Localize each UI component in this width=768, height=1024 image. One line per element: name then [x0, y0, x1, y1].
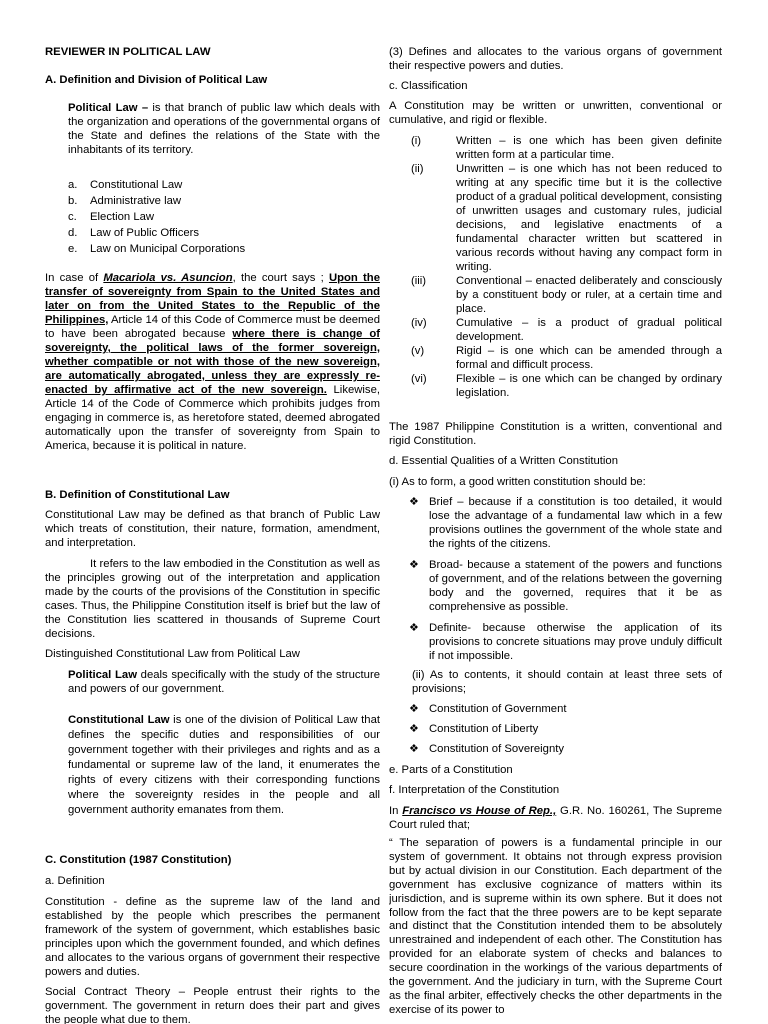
francisco-case-name: Francisco vs House of Rep., [402, 805, 557, 817]
division-marker: d. [68, 227, 78, 239]
essential-qualities-subheading: d. Essential Qualities of a Written Constitution [389, 455, 618, 467]
division-text: Law on Municipal Corporations [90, 243, 246, 255]
diamond-bullet-icon: ❖ [409, 622, 419, 634]
case-says: , the court says ; [232, 272, 329, 284]
diamond-bullet-icon: ❖ [409, 743, 419, 755]
distinguished-heading: Distinguished Constitutional Law from Political Law [45, 648, 300, 660]
interpretation-subheading: f. Interpretation of the Constitution [389, 784, 560, 796]
constitutional-law-term: Constitutional Law [68, 714, 170, 726]
kind-item [389, 344, 722, 372]
kind-item [389, 134, 722, 162]
kind-item [389, 162, 722, 274]
francisco-case-rest: G.R. No. 160261, The Supreme Court ruled that; [389, 805, 723, 831]
political-law-definition [68, 101, 380, 157]
kind-item [389, 316, 722, 344]
diamond-bullet-icon: ❖ [409, 703, 419, 715]
division-marker: e. [68, 243, 78, 255]
form-quality-item [389, 495, 722, 551]
division-item [45, 193, 380, 209]
content-provisions-list [389, 702, 722, 762]
political-law-divisions [45, 177, 380, 257]
classification-intro: A Constitution may be written or unwritten, conventional or cumulative, and rigid or flexible. [389, 100, 722, 126]
constitutional-law-refers: It refers to the law embodied in the Constitution as well as the principles growing out of the interpretation and application made by the courts of the provisions of the Constitution in specific cases. Thus, the Philippine Constitution itself is brief but the law of the Constitution lies scattered in thousands of Supreme Court decisions. [45, 558, 380, 640]
content-provision-text: Constitution of Government [429, 703, 567, 715]
classification-subheading: c. Classification [389, 80, 468, 92]
political-law-study-text: deals specifically with the study of the structure and powers of our government. [68, 669, 380, 695]
kind-marker: (i) [411, 135, 422, 147]
kind-text: Conventional – enacted deliberately and consciously by a constituent body or ruler, at a certain time and place. [456, 275, 722, 315]
kind-marker: (ii) [411, 163, 424, 175]
kind-marker: (v) [411, 345, 425, 357]
constitution-definition: Constitution - define as the supreme law of the land and established by the people which prescribes the permanent framework of the system of government, which establishes basic principles upon which the government founded, and which defines and allocates to the various organs of government their respective powers and duties. [45, 896, 380, 978]
constitutional-law-definition: Constitutional Law may be defined as that branch of Public Law which treats of constitution, their nature, formation, amendment, and interpretation. [45, 509, 380, 549]
kind-marker: (vi) [411, 373, 427, 385]
case-name: Macariola vs. Asuncion [103, 272, 233, 284]
document-title: REVIEWER IN POLITICAL LAW [45, 46, 211, 58]
division-item [45, 177, 380, 193]
francisco-case-intro [389, 804, 722, 832]
political-law-definition-text: is that branch of public law which deals with the organization and operations of the governmental organs of the State and defines the relations of the State with the inhabitants of its territory. [68, 102, 380, 156]
division-text: Administrative law [90, 195, 182, 207]
philippine-constitution-1987: The 1987 Philippine Constitution is a written, conventional and rigid Constitution. [389, 421, 722, 447]
kind-marker: (iv) [411, 317, 427, 329]
form-quality-item [389, 558, 722, 614]
kind-text: Cumulative – is a product of gradual political development. [456, 317, 722, 343]
social-contract-theory: Social Contract Theory – People entrust their rights to the government. The government in return does their part and gives the people what due to them. [45, 986, 380, 1024]
political-law-term-2: Political Law [68, 669, 137, 681]
division-text: Election Law [90, 211, 155, 223]
case-holding-1: Upon the transfer of sovereignty from Spain to the United States and later on from the United States to the Republic of the Philippines, [45, 272, 380, 326]
division-item [45, 241, 380, 257]
kind-text: Unwritten – is one which has not been reduced to writing at any specific time but it is the collective product of a gradual political development, consisting of unwritten usages and customary rules, judicial decisions, and legislative enactments of a fundamental character written but scattered in various records without having any compact form in writing. [456, 163, 722, 273]
division-text: Law of Public Officers [90, 227, 200, 239]
diamond-bullet-icon: ❖ [409, 723, 419, 735]
francisco-in: In [389, 805, 403, 817]
form-qualities-list [389, 495, 722, 670]
form-quality-item [389, 621, 722, 663]
as-to-contents-intro: (ii) As to contents, it should contain at least three sets of provisions; [412, 669, 722, 695]
definition-subheading: a. Definition [45, 875, 105, 887]
macariola-case-paragraph [45, 271, 380, 453]
case-intro: In case of [45, 272, 104, 284]
division-marker: a. [68, 179, 78, 191]
constitution-kinds-list [389, 134, 722, 400]
social-contract-clip [45, 985, 380, 1024]
separation-of-powers-quote-clip [389, 837, 722, 1024]
parts-subheading: e. Parts of a Constitution [389, 764, 513, 776]
section-a-heading: A. Definition and Division of Political Law [45, 74, 268, 86]
separation-of-powers-quote: “ The separation of powers is a fundamental principle in our system of government. It obtains not through express provision but by actual division in our Constitution. Each department of the government has exclusive cognizance of matters within its jurisdiction, and is supreme within its own sphere. But it does not follow from the fact that the three powers are to be kept separate and distinct that the Constitution intended them to be absolutely unrestrained and independent of each other. The Constitution has provided for an elaborate system of checks and balances to secure coordination in the workings of the various departments of the government. And the judiciary in turn, with the Supreme Court as the final arbiter, effectively checks the other departments in the exercise of its power to [389, 837, 722, 1016]
defines-allocates-paragraph: (3) Defines and allocates to the various organs of government their respective powers and duties. [389, 46, 722, 72]
form-quality-text: Broad- because a statement of the powers and functions of government, and of the relations between the governing body and the governed, requires that it be as comprehensive as possible. [429, 559, 722, 613]
political-law-term: Political Law – [68, 102, 149, 114]
diamond-bullet-icon: ❖ [409, 496, 419, 508]
content-provision-item [389, 742, 722, 762]
constitutional-law-division [68, 713, 380, 818]
kind-item [389, 372, 722, 400]
kind-item [389, 274, 722, 316]
division-marker: b. [68, 195, 78, 207]
form-quality-text: Brief – because if a constitution is too detailed, it would lose the advantage of a fundamental law which in a few provisions outlines the government of the whole state and the rights of the citizens. [429, 496, 722, 550]
section-b-heading: B. Definition of Constitutional Law [45, 489, 230, 501]
kind-text: Rigid – is one which can be amended through a formal and difficult process. [456, 345, 722, 371]
constitutional-law-division-text: is one of the division of Political Law that defines the specific duties and responsibilities of our government together with their privileges and rights and as a fundamental or supreme law of the land, it enumerates the rights of every citizens with their corresponding functions where the sovereignty resides in the people and all government authority emanates from them. [68, 714, 380, 816]
content-provision-text: Constitution of Sovereignty [429, 743, 565, 755]
case-middle: Article 14 of this Code of Commerce must be deemed to have been abrogated because [45, 314, 380, 340]
case-end: Likewise, Article 14 of the Code of Commerce which prohibits judges from engaging in commerce is, as heretofore stated, deemed abrogated automatically upon the transfer of sovereignty from Spain to America, because it is political in nature. [45, 384, 380, 452]
as-to-form-intro: (i) As to form, a good written constitution should be: [389, 476, 646, 488]
division-item [45, 209, 380, 225]
diamond-bullet-icon: ❖ [409, 559, 419, 571]
content-provision-item [389, 702, 722, 722]
section-c-heading: C. Constitution (1987 Constitution) [45, 854, 232, 866]
content-provision-text: Constitution of Liberty [429, 723, 539, 735]
political-law-study [68, 668, 380, 696]
kind-marker: (iii) [411, 275, 427, 287]
kind-text: Written – is one which has been given definite written form at a particular time. [456, 135, 722, 161]
content-provision-item [389, 722, 722, 742]
division-marker: c. [68, 211, 77, 223]
division-item [45, 225, 380, 241]
kind-text: Flexible – is one which can be changed by ordinary legislation. [456, 373, 722, 399]
case-holding-2: where there is change of sovereignty, the political laws of the former sovereign, whether compatible or not with those of the new sovereign, are automatically abrogated, unless they are expressly re-enacted by affirmative act of the new sovereign. [45, 328, 380, 396]
form-quality-text: Definite- because otherwise the application of its provisions to concrete situations may prove unduly difficult if not impossible. [429, 622, 722, 662]
division-text: Constitutional Law [90, 179, 183, 191]
